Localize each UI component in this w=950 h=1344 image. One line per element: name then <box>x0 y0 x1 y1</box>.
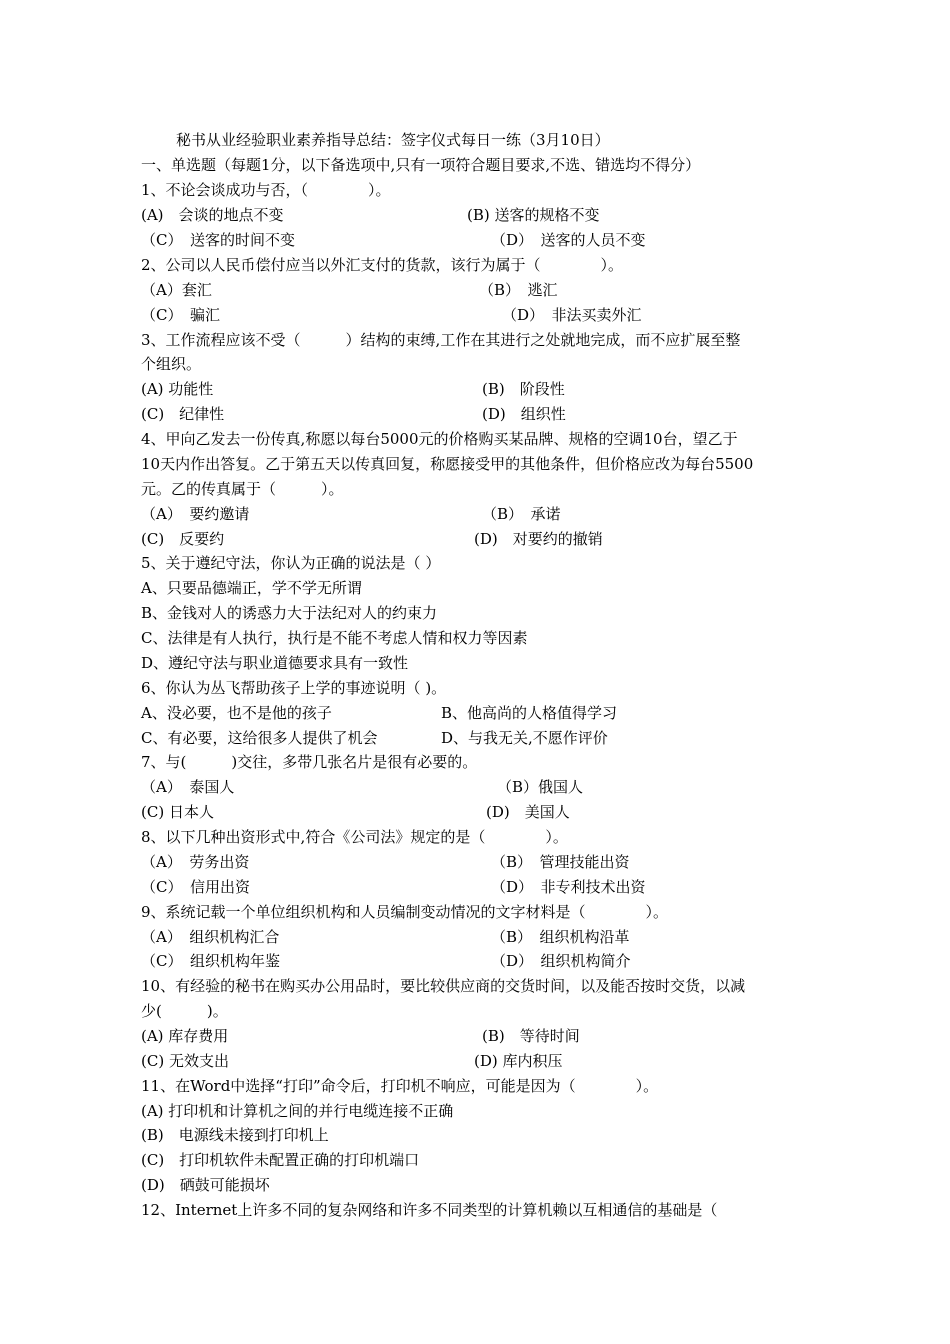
option-a: A、没必要，也不是他的孩子 <box>141 704 332 722</box>
option-d: (D) 硒鼓可能损坏 <box>141 1176 270 1194</box>
question-1-stem: 1、不论会谈成功与否，（ ）。 <box>141 181 391 199</box>
option-a: (A) 库存费用 <box>141 1027 229 1045</box>
question-4-stem: 4、甲向乙发去一份传真,称愿以每台5000元的价格购买某品牌、规格的空调10台，望乙于 <box>141 430 738 448</box>
option-d: （D） 组织机构简介 <box>491 952 631 970</box>
option-b: （B） 组织机构沿革 <box>491 928 630 946</box>
option-c: (C) 日本人 <box>141 803 214 821</box>
option-b: （B）俄国人 <box>497 778 584 796</box>
option-c: （C） 送客的时间不变 <box>141 231 295 249</box>
option-c: (C) 打印机软件未配置正确的打印机端口 <box>141 1151 420 1169</box>
option-d: （D） 非专利技术出资 <box>491 878 646 896</box>
question-4-stem-cont: 10天内作出答复。乙于第五天以传真回复，称愿接受甲的其他条件，但价格应改为每台5500 <box>141 455 754 473</box>
option-d: (D) 组织性 <box>482 405 566 423</box>
question-7-stem: 7、与( )交往，多带几张名片是很有必要的。 <box>141 753 478 771</box>
option-a: （A） 劳务出资 <box>141 853 250 871</box>
option-b: （B） 管理技能出资 <box>491 853 630 871</box>
section-heading: 一、单选题（每题1分，以下备选项中,只有一项符合题目要求,不选、错选均不得分） <box>141 156 701 174</box>
option-a: A、只要品德端正，学不学无所谓 <box>141 579 362 597</box>
option-a: （A）套汇 <box>141 281 212 299</box>
option-b: (B) 送客的规格不变 <box>467 206 600 224</box>
option-b: （B） 逃汇 <box>479 281 558 299</box>
option-c: (C) 纪律性 <box>141 405 225 423</box>
option-c: (C) 反要约 <box>141 530 225 548</box>
option-d: (D) 库内积压 <box>474 1052 563 1070</box>
question-3-stem: 3、工作流程应该不受（ ）结构的束缚,工作在其进行之处就地完成，而不应扩展至整 <box>141 331 741 349</box>
question-4-stem-cont: 元。乙的传真属于（ ）。 <box>141 480 344 498</box>
option-c: (C) 无效支出 <box>141 1052 229 1070</box>
question-8-stem: 8、以下几种出资形式中,符合《公司法》规定的是（ ）。 <box>141 828 568 846</box>
option-b: B、金钱对人的诱惑力大于法纪对人的约束力 <box>141 604 438 622</box>
option-c: （C） 组织机构年鉴 <box>141 952 280 970</box>
option-d: (D) 美国人 <box>486 803 570 821</box>
option-a: （A） 组织机构汇合 <box>141 928 280 946</box>
page-title: 秘书从业经验职业素养指导总结：签字仪式每日一练（3月10日） <box>176 131 610 149</box>
option-a: (A) 会谈的地点不变 <box>141 206 284 224</box>
question-2-stem: 2、公司以人民币偿付应当以外汇支付的货款，该行为属于（ ）。 <box>141 256 624 274</box>
option-d: （D） 送客的人员不变 <box>491 231 646 249</box>
option-a: (A) 打印机和计算机之间的并行电缆连接不正确 <box>141 1102 454 1120</box>
option-d: D、遵纪守法与职业道德要求具有一致性 <box>141 654 409 672</box>
option-a: （A） 泰国人 <box>141 778 235 796</box>
option-c: C、有必要，这给很多人提供了机会 <box>141 729 378 747</box>
option-d: D、与我无关,不愿作评价 <box>441 729 608 747</box>
question-5-stem: 5、关于遵纪守法，你认为正确的说法是（ ） <box>141 554 441 572</box>
option-d: （D） 非法买卖外汇 <box>502 306 642 324</box>
question-12-stem: 12、Internet上许多不同的复杂网络和许多不同类型的计算机赖以互相通信的基础是（ <box>141 1201 718 1219</box>
question-10-stem-cont: 少( )。 <box>141 1002 228 1020</box>
option-a: (A) 功能性 <box>141 380 214 398</box>
option-c: （C） 骗汇 <box>141 306 220 324</box>
option-b: B、他高尚的人格值得学习 <box>441 704 618 722</box>
option-d: (D) 对要约的撤销 <box>474 530 603 548</box>
question-9-stem: 9、系统记载一个单位组织机构和人员编制变动情况的文字材料是（ ）。 <box>141 903 669 921</box>
option-b: (B) 电源线未接到打印机上 <box>141 1126 329 1144</box>
question-11-stem: 11、在Word中选择“打印”命令后，打印机不响应，可能是因为（ ）。 <box>141 1077 659 1095</box>
option-a: （A） 要约邀请 <box>141 505 250 523</box>
option-b: （B） 承诺 <box>482 505 561 523</box>
question-10-stem: 10、有经验的秘书在购买办公用品时，要比较供应商的交货时间，以及能否按时交货，以减 <box>141 977 746 995</box>
option-c: C、法律是有人执行，执行是不能不考虑人情和权力等因素 <box>141 629 528 647</box>
option-c: （C） 信用出资 <box>141 878 250 896</box>
question-6-stem: 6、你认为丛飞帮助孩子上学的事迹说明（ )。 <box>141 679 447 697</box>
question-3-stem-cont: 个组织。 <box>141 355 202 373</box>
option-b: (B) 等待时间 <box>482 1027 580 1045</box>
option-b: (B) 阶段性 <box>482 380 565 398</box>
